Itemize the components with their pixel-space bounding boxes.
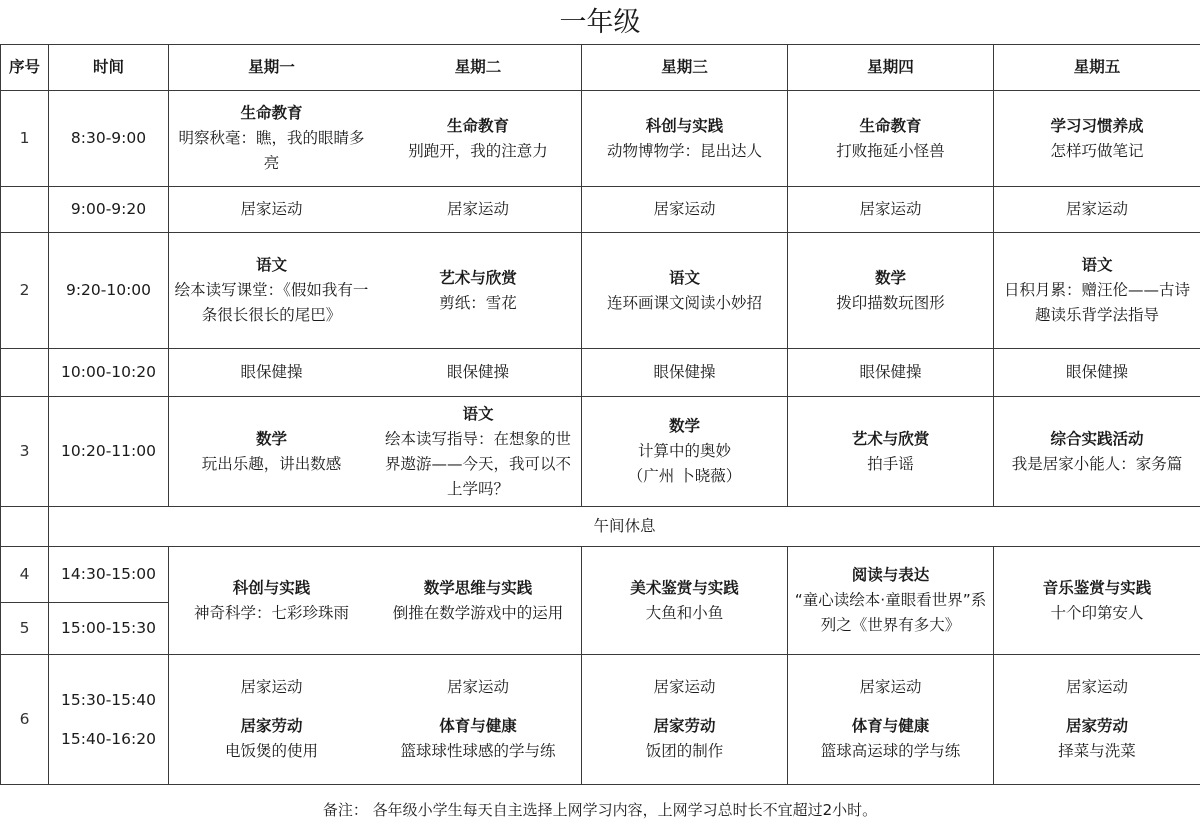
lesson-subject: 数学 [255, 429, 287, 448]
lesson-cell-wednesday [582, 547, 788, 655]
lesson-subject: 语文 [668, 268, 700, 287]
lesson-subject: 数学 [874, 268, 906, 287]
lesson-time: 15:40-16:20 [61, 729, 156, 748]
lesson-subject: 综合实践活动 [1050, 429, 1144, 448]
period-row-3 [1, 397, 1200, 507]
lesson-topic: 拍手谣 [867, 454, 914, 473]
period-number: 5 [1, 603, 49, 655]
spacer [998, 700, 1196, 714]
exercise-label: 居家运动 [859, 678, 922, 696]
period-row-2 [1, 233, 1200, 349]
lesson-subject: 生命教育 [446, 116, 509, 135]
lesson-cell-friday [994, 91, 1200, 187]
lesson-subject: 阅读与表达 [851, 566, 930, 584]
period-number: 1 [1, 91, 49, 187]
header-friday: 星期五 [994, 45, 1200, 91]
lesson-subject: 语文 [462, 404, 494, 423]
lesson-teacher: （广州 卜晓薇） [627, 467, 742, 485]
break-activity: 居家运动 [582, 187, 788, 233]
lesson-cell-thursday [788, 547, 994, 655]
lesson-topic: 神奇科学：七彩珍珠雨 [193, 603, 349, 622]
spacer [173, 700, 370, 714]
period-time: 10:20-11:00 [49, 397, 169, 507]
break-activity: 居家运动 [788, 187, 994, 233]
lesson-cell-friday [994, 655, 1200, 785]
lesson-topic: 连环画课文阅读小妙招 [606, 293, 762, 312]
break-time: 9:00-9:20 [49, 187, 169, 233]
lesson-subject: 语文 [1081, 256, 1113, 274]
period-number: 2 [1, 233, 49, 349]
period-number: 3 [1, 397, 49, 507]
lesson-cell-tuesday [375, 655, 582, 785]
lesson-topic: 饭团的制作 [645, 742, 724, 760]
period-time: 9:20-10:00 [49, 233, 169, 349]
lesson-cell-monday [169, 397, 375, 507]
spacer [53, 713, 164, 727]
lesson-topic: 计算中的奥妙 [637, 442, 731, 460]
lesson-topic: 玩出乐趣，讲出数感 [201, 454, 342, 473]
lesson-cell-wednesday [582, 397, 788, 507]
header-monday: 星期一 [169, 45, 375, 91]
lesson-topic: 拨印描数玩图形 [836, 293, 945, 312]
schedule-table [0, 44, 1200, 785]
lesson-cell-tuesday [375, 91, 582, 187]
header-seq: 序号 [1, 45, 49, 91]
break-activity: 眼保健操 [582, 349, 788, 397]
lesson-cell-friday [994, 547, 1200, 655]
lesson-topic: 日积月累：赠汪伦——古诗趣读乐背学法指导 [1003, 281, 1190, 324]
empty-seq [1, 187, 49, 233]
lesson-subject: 科创与实践 [645, 116, 724, 135]
period-number: 4 [1, 547, 49, 603]
break-activity: 居家运动 [994, 187, 1200, 233]
break-activity: 眼保健操 [994, 349, 1200, 397]
exercise-label: 居家运动 [446, 678, 509, 696]
lesson-cell-wednesday [582, 655, 788, 785]
lesson-subject: 体育与健康 [439, 717, 517, 735]
lesson-topic: 明察秋毫：瞧，我的眼睛多亮 [178, 129, 365, 172]
exercise-time: 15:30-15:40 [61, 690, 156, 709]
lesson-topic: 别跑开，我的注意力 [408, 141, 548, 160]
exercise-label: 居家运动 [240, 678, 303, 696]
footnote: 备注： 各年级小学生每天自主选择上网学习内容，上网学习总时长不宜超过2小时。 [322, 801, 878, 819]
lesson-cell-friday [994, 233, 1200, 349]
header-row [1, 45, 1200, 91]
lunch-break-label: 午间休息 [49, 507, 1200, 547]
lesson-topic: 电饭煲的使用 [224, 742, 318, 760]
lesson-cell-friday [994, 397, 1200, 507]
spacer [586, 700, 783, 714]
lesson-subject: 体育与健康 [851, 717, 930, 735]
lunch-row [1, 507, 1200, 547]
lesson-topic: 打败拖延小怪兽 [836, 141, 945, 160]
lesson-topic: 大鱼和小鱼 [645, 603, 724, 622]
lesson-subject: 生命教育 [240, 104, 303, 122]
period-time: 8:30-9:00 [49, 91, 169, 187]
lesson-cell-monday [169, 547, 375, 655]
lesson-topic: 篮球高运球的学与练 [820, 742, 961, 760]
lesson-cell-tuesday [375, 547, 582, 655]
empty-seq [1, 349, 49, 397]
lesson-subject: 居家劳动 [653, 717, 716, 735]
lesson-cell-monday [169, 91, 375, 187]
lesson-topic: 倒推在数学游戏中的运用 [392, 603, 564, 622]
period-row-1 [1, 91, 1200, 187]
header-thursday: 星期四 [788, 45, 994, 91]
lesson-subject: 数学 [668, 417, 700, 435]
break-activity: 眼保健操 [169, 349, 375, 397]
period-time: 15:00-15:30 [49, 603, 169, 655]
break-activity: 眼保健操 [788, 349, 994, 397]
lesson-cell-thursday [788, 91, 994, 187]
lesson-topic: 十个印第安人 [1050, 603, 1144, 622]
lesson-subject: 美术鉴赏与实践 [630, 578, 739, 597]
page-title: 一年级 [559, 7, 641, 38]
exercise-label: 居家运动 [653, 678, 716, 696]
lesson-topic: 我是居家小能人：家务篇 [1011, 454, 1183, 473]
header-tuesday: 星期二 [375, 45, 582, 91]
period-row-4 [1, 547, 1200, 603]
lesson-cell-monday [169, 233, 375, 349]
break-row-exercise [1, 187, 1200, 233]
header-time: 时间 [49, 45, 169, 91]
lesson-topic: 怎样巧做笔记 [1050, 141, 1144, 160]
lesson-subject: 语文 [255, 256, 287, 274]
break-row-eye-exercise [1, 349, 1200, 397]
lesson-topic: 动物博物学：昆出达人 [606, 141, 762, 160]
lesson-cell-thursday [788, 233, 994, 349]
period-row-6 [1, 655, 1200, 785]
lesson-topic: 绘本读写指导：在想象的世界遨游——今天，我可以不上学吗？ [384, 429, 571, 498]
empty-seq [1, 507, 49, 547]
lesson-topic: 剪纸：雪花 [439, 293, 517, 312]
break-time: 10:00-10:20 [49, 349, 169, 397]
lesson-cell-wednesday [582, 91, 788, 187]
lesson-topic: 篮球球性球感的学与练 [400, 742, 556, 760]
lesson-subject: 居家劳动 [240, 717, 303, 735]
break-activity: 居家运动 [375, 187, 582, 233]
period-number: 6 [1, 655, 49, 785]
break-activity: 居家运动 [169, 187, 375, 233]
lesson-subject: 音乐鉴赏与实践 [1042, 578, 1152, 597]
lesson-subject: 艺术与欣赏 [851, 429, 930, 448]
header-wednesday: 星期三 [582, 45, 788, 91]
lesson-subject: 居家劳动 [1065, 717, 1128, 735]
lesson-topic: “童心读绘本·童眼看世界”系列之《世界有多大》 [794, 591, 987, 634]
lesson-topic: 绘本读写课堂：《假如我有一条很长很长的尾巴》 [174, 281, 369, 324]
spacer [379, 700, 577, 714]
lesson-cell-tuesday [375, 233, 582, 349]
lesson-subject: 艺术与欣赏 [439, 268, 517, 287]
lesson-subject: 学习习惯养成 [1050, 116, 1144, 135]
break-activity: 眼保健操 [375, 349, 582, 397]
period-time: 14:30-15:00 [49, 547, 169, 603]
lesson-subject: 科创与实践 [232, 578, 311, 597]
lesson-cell-thursday [788, 655, 994, 785]
lesson-subject: 生命教育 [859, 116, 922, 135]
lesson-topic: 择菜与洗菜 [1058, 742, 1136, 760]
lesson-cell-tuesday [375, 397, 582, 507]
period-time [49, 655, 169, 785]
lesson-cell-monday [169, 655, 375, 785]
lesson-cell-thursday [788, 397, 994, 507]
exercise-label: 居家运动 [1065, 678, 1128, 696]
lesson-cell-wednesday [582, 233, 788, 349]
spacer [792, 700, 989, 714]
lesson-subject: 数学思维与实践 [423, 578, 533, 597]
